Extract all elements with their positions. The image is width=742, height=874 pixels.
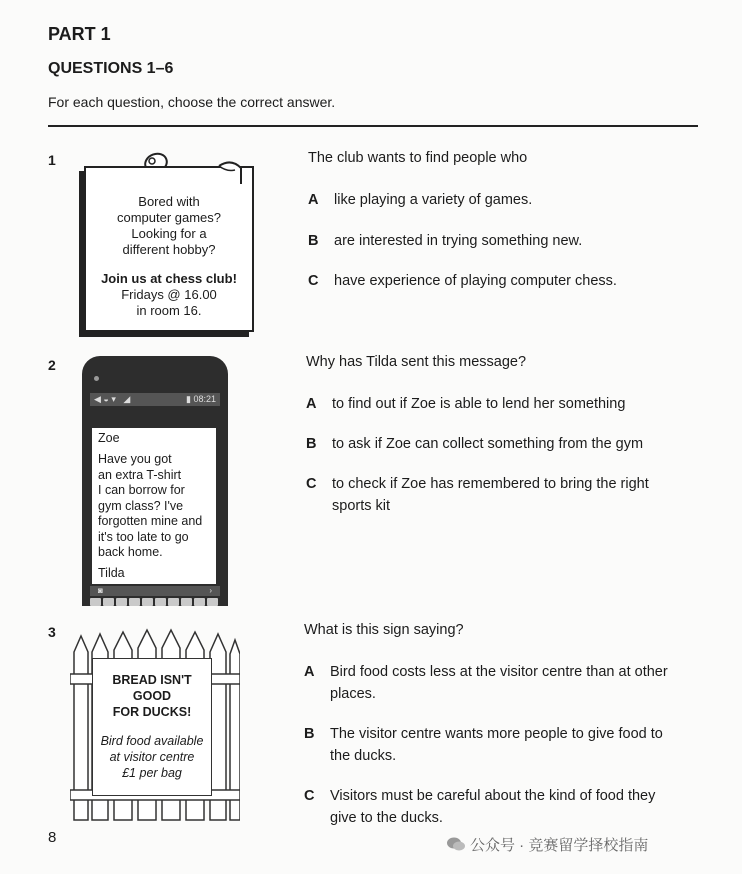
- option-text-line: Visitors must be careful about the kind of food they: [330, 788, 656, 804]
- page-number: 8: [48, 829, 57, 846]
- sign-heading-line: FOR DUCKS!: [112, 705, 192, 719]
- option-3a[interactable]: [304, 661, 724, 705]
- message-line: I can borrow for: [98, 483, 185, 497]
- wechat-icon: [446, 836, 466, 852]
- keyboard-key: [90, 598, 101, 606]
- status-time: ▮ 08:21: [186, 394, 216, 404]
- questions-title: QUESTIONS 1–6: [48, 60, 174, 77]
- chess-club-note: [84, 166, 254, 332]
- question-3-stem: What is this sign saying?: [304, 622, 464, 638]
- question-number-3: 3: [48, 624, 56, 640]
- option-text: are interested in trying something new.: [334, 233, 583, 249]
- option-1a[interactable]: [308, 189, 728, 211]
- option-letter: C: [306, 476, 317, 492]
- option-2b[interactable]: [306, 433, 726, 455]
- option-2a[interactable]: [306, 393, 726, 415]
- keyboard-key: [116, 598, 127, 606]
- note-line: Bored with: [138, 194, 200, 209]
- option-letter: A: [306, 396, 317, 412]
- message-line: Tilda: [98, 566, 125, 580]
- option-1c[interactable]: [308, 270, 728, 292]
- keyboard-key: [155, 598, 166, 606]
- arrow-key-icon: ›: [209, 586, 212, 595]
- note-line: different hobby?: [122, 242, 216, 257]
- header-divider: [48, 125, 698, 127]
- option-letter: C: [308, 273, 319, 289]
- status-icons: ◀ ◒ ▾ ◢: [94, 394, 131, 404]
- message-line: Zoe: [98, 431, 120, 445]
- question-2-stem: Why has Tilda sent this message?: [306, 354, 527, 370]
- phone-status-bar: [90, 393, 220, 406]
- sign-line: £1 per bag: [122, 766, 182, 780]
- part-title: PART 1: [48, 24, 111, 44]
- phone-camera: [94, 376, 99, 381]
- option-2c[interactable]: [306, 473, 726, 517]
- sign-heading-line: GOOD: [132, 689, 172, 703]
- option-text: like playing a variety of games.: [334, 192, 533, 208]
- option-text-line: to check if Zoe has remembered to bring the right: [332, 476, 649, 492]
- phone-key-row: [90, 586, 220, 596]
- question-1-stem: The club wants to find people who: [308, 150, 528, 166]
- question-number-2: 2: [48, 357, 56, 373]
- keyboard-key: [207, 598, 218, 606]
- note-line: in room 16.: [136, 303, 202, 318]
- sign-line: at visitor centre: [109, 750, 195, 764]
- watermark-text: 公众号 · 竞赛留学择校指南: [470, 837, 649, 854]
- paper-curl-icon: [215, 158, 243, 184]
- keyboard-key: [103, 598, 114, 606]
- duck-food-sign: [92, 658, 212, 796]
- option-letter: A: [308, 192, 319, 208]
- message-line: forgotten mine and: [98, 514, 203, 528]
- option-text-line: Bird food costs less at the visitor centre than at other: [330, 664, 668, 680]
- option-text-line: the ducks.: [330, 748, 397, 764]
- keyboard-key: [142, 598, 153, 606]
- note-bold-line: Join us at chess club!: [101, 271, 237, 286]
- phone-message: [92, 428, 216, 584]
- note-line: Fridays @ 16.00: [121, 287, 217, 302]
- option-text-line: places.: [330, 686, 376, 702]
- keyboard-key: [194, 598, 205, 606]
- question-number-1: 1: [48, 152, 56, 168]
- option-letter: A: [304, 664, 315, 680]
- note-line: Looking for a: [131, 226, 207, 241]
- option-text-line: The visitor centre wants more people to give food to: [330, 726, 663, 742]
- status-time-text: 08:21: [193, 394, 216, 404]
- camera-key-icon: ◙: [98, 586, 103, 595]
- sign-heading-line: BREAD ISN'T: [112, 673, 192, 687]
- option-text-line: sports kit: [332, 498, 391, 514]
- option-letter: B: [306, 436, 317, 452]
- message-line: gym class? I've: [98, 498, 184, 513]
- option-letter: B: [308, 233, 319, 249]
- option-1b[interactable]: [308, 230, 728, 252]
- message-line: an extra T-shirt: [98, 467, 182, 482]
- message-line: it's too late to go: [98, 529, 189, 544]
- option-3b[interactable]: [304, 723, 724, 767]
- option-letter: B: [304, 726, 315, 742]
- keyboard-key: [181, 598, 192, 606]
- message-line: back home.: [98, 545, 163, 559]
- option-text: have experience of playing computer chess.: [334, 273, 617, 289]
- instruction: For each question, choose the correct answer.: [48, 94, 336, 110]
- option-letter: C: [304, 788, 315, 804]
- phone-keyboard: [88, 598, 222, 606]
- keyboard-key: [129, 598, 140, 606]
- option-3c[interactable]: [304, 785, 724, 829]
- option-text: to ask if Zoe can collect something from the gym: [332, 436, 644, 452]
- message-line: Have you got: [98, 452, 172, 466]
- option-text-line: give to the ducks.: [330, 810, 443, 826]
- keyboard-key: [168, 598, 179, 606]
- option-text: to find out if Zoe is able to lend her something: [332, 396, 626, 412]
- sign-line: Bird food available: [100, 734, 204, 748]
- note-line: computer games?: [116, 210, 222, 225]
